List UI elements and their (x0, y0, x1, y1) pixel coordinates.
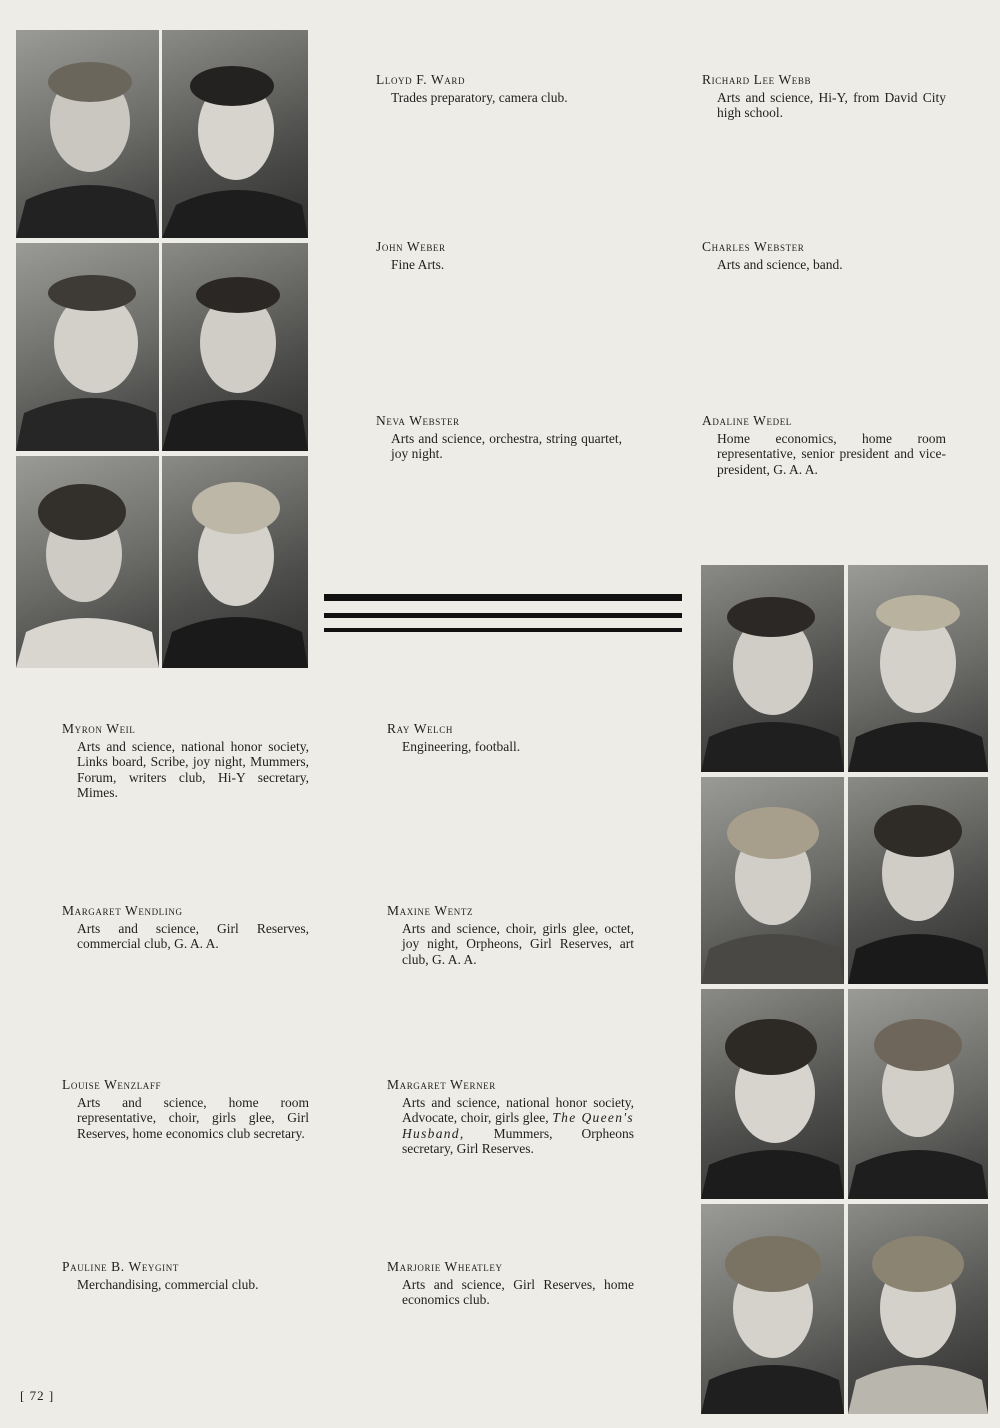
student-activities: Arts and science, national honor society, Advocate, choir, girls glee, The Queen's Husband, Mummers, Orpheons secretary, Girl Reserves. (402, 1094, 634, 1156)
student-activities: Arts and science, Girl Reserves, home economics club. (402, 1276, 634, 1307)
student-entry (62, 1077, 309, 1141)
student-entry (62, 903, 309, 952)
page-number: [ 72 ] (20, 1388, 55, 1403)
student-name: John Weber (376, 239, 446, 254)
student-activities: Arts and science, Hi-Y, from David City high school. (717, 89, 946, 120)
student-name: Marjorie Wheatley (387, 1259, 503, 1274)
student-name: Margaret Werner (387, 1077, 496, 1092)
portrait-photo (701, 565, 844, 772)
student-entry (62, 721, 309, 801)
student-activities: Fine Arts. (391, 256, 445, 272)
student-name: Pauline B. Weygint (62, 1259, 179, 1274)
student-name: Richard Lee Webb (702, 72, 812, 87)
portrait-photo (701, 1204, 844, 1414)
student-entry (387, 1259, 634, 1308)
portrait-photo (16, 456, 159, 668)
student-activities: Arts and science, band. (717, 256, 843, 272)
student-name: Margaret Wendling (62, 903, 183, 918)
student-entry (702, 72, 946, 121)
portrait-photo (162, 30, 308, 238)
student-entry (702, 239, 946, 272)
student-name: Louise Wenzlaff (62, 1077, 162, 1092)
portrait-photo (848, 565, 988, 772)
student-entry (387, 721, 634, 754)
student-name: Charles Webster (702, 239, 805, 254)
student-activities: Arts and science, national honor society, Links board, Scribe, joy night, Mummers, Forum, writers club, Hi-Y secretary, Mimes. (77, 738, 309, 800)
student-activities: Engineering, football. (402, 738, 521, 754)
student-activities: Home economics, home room representative, senior president and vice-president, G. A. A. (717, 430, 946, 477)
play-title: The Queen's Husband, (402, 1110, 634, 1141)
student-name: Ray Welch (387, 721, 453, 736)
portrait-photo (162, 456, 308, 668)
student-activities: Merchandising, commercial club. (77, 1276, 259, 1292)
student-name: Adaline Wedel (702, 413, 792, 428)
student-activities: Arts and science, choir, girls glee, octet, joy night, Orpheons, Girl Reserves, art club, G. A. A. (402, 920, 634, 967)
student-name: Maxine Wentz (387, 903, 474, 918)
student-entry (387, 1077, 634, 1157)
student-entry (387, 903, 634, 967)
portrait-photo (848, 777, 988, 984)
student-entry (62, 1259, 309, 1292)
decorative-rule (324, 594, 682, 601)
student-activities: Arts and science, home room representative, choir, girls glee, Girl Reserves, home economics club secretary. (77, 1094, 309, 1141)
portrait-photo (848, 989, 988, 1199)
portrait-photo (701, 989, 844, 1199)
student-activities: Arts and science, orchestra, string quartet, joy night. (391, 430, 622, 461)
student-activities: Trades preparatory, camera club. (391, 89, 568, 105)
student-entry (376, 72, 636, 105)
student-name: Neva Webster (376, 413, 460, 428)
student-name: Myron Weil (62, 721, 136, 736)
decorative-rule (324, 613, 682, 618)
student-entry (702, 413, 946, 477)
portrait-photo (162, 243, 308, 451)
decorative-rule (324, 628, 682, 632)
portrait-photo (848, 1204, 988, 1414)
portrait-photo (701, 777, 844, 984)
portrait-photo (16, 30, 159, 238)
student-entry (376, 239, 636, 272)
student-activities: Arts and science, Girl Reserves, commercial club, G. A. A. (77, 920, 309, 951)
student-name: Lloyd F. Ward (376, 72, 466, 87)
portrait-photo (16, 243, 159, 451)
student-entry (376, 413, 622, 462)
